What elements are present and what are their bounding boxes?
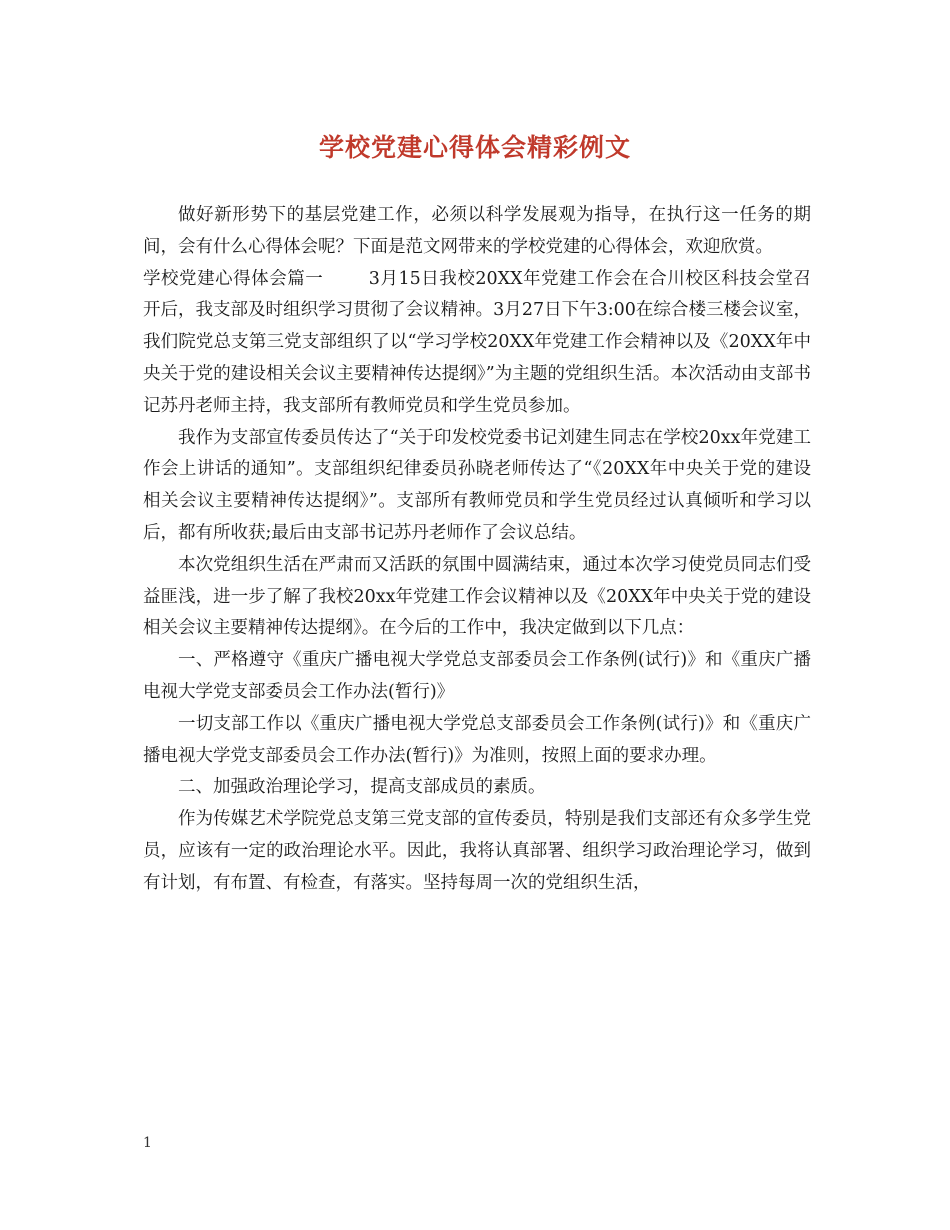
paragraph-propaganda: 我作为支部宣传委员传达了“关于印发校党委书记刘建生同志在学校20xx年党建工作会上讲话的通知”。支部组织纪律委员孙晓老师传达了“《20XX年中央关于党的建设相关会议主要精神传达提纲》”。支部所有教师党员和学生党员经过认真倾听和学习以后，都有所收获;最后由支部书记苏丹老师作了会议总结。 [143, 427, 811, 543]
paragraph-intro: 做好新形势下的基层党建工作，必须以科学发展观为指导，在执行这一任务的期间，会有什么心得体会呢？下面是范文网带来的学校党建的心得体会，欢迎欣赏。 [143, 205, 811, 257]
paragraph-point-two: 二、加强政治理论学习，提高支部成员的素质。 [178, 777, 546, 798]
paragraph-section-one [143, 264, 811, 423]
section-one-text: 3月15日我校20XX年党建工作会在合川校区科技会堂召开后，我支部及时组织学习贯彻了会议精神。3月27日下午3:00在综合楼三楼会议室，我们院党总支第三党支部组织了以“学习学校20XX年党建工作会精神以及《20XX年中央关于党的建设相关会议主要精神传达提纲》”为主题的党组织生活。本次活动由支部书记苏丹老师主持，我支部所有教师党员和学生党员参加。 [143, 268, 812, 416]
paragraph-conclusion: 本次党组织生活在严肃而又活跃的氛围中圆满结束，通过本次学习使党员同志们受益匪浅，进一步了解了我校20xx年党建工作会议精神以及《20XX年中央关于党的建设相关会议主要精神传达提纲》。在今后的工作中，我决定做到以下几点： [143, 554, 811, 639]
section-heading: 学校党建心得体会篇一 [143, 268, 324, 289]
paragraph-point-one-detail: 一切支部工作以《重庆广播电视大学党总支部委员会工作条例(试行)》和《重庆广播电视大学党支部委员会工作办法(暂行)》为准则，按照上面的要求办理。 [143, 713, 811, 766]
paragraph-point-two-detail: 作为传媒艺术学院党总支第三党支部的宣传委员，特别是我们支部还有众多学生党员，应该有一定的政治理论水平。因此，我将认真部署、组织学习政治理论学习，做到有计划，有布置、有检查，有落实。坚持每周一次的党组织生活， [143, 809, 811, 893]
document-body [143, 200, 811, 900]
paragraph-point-one: 一、严格遵守《重庆广播电视大学党总支部委员会工作条例(试行)》和《重庆广播电视大学党支部委员会工作办法(暂行)》 [143, 650, 811, 702]
page-number: 1 [143, 1135, 152, 1151]
document-title: 学校党建心得体会精彩例文 [318, 133, 631, 162]
